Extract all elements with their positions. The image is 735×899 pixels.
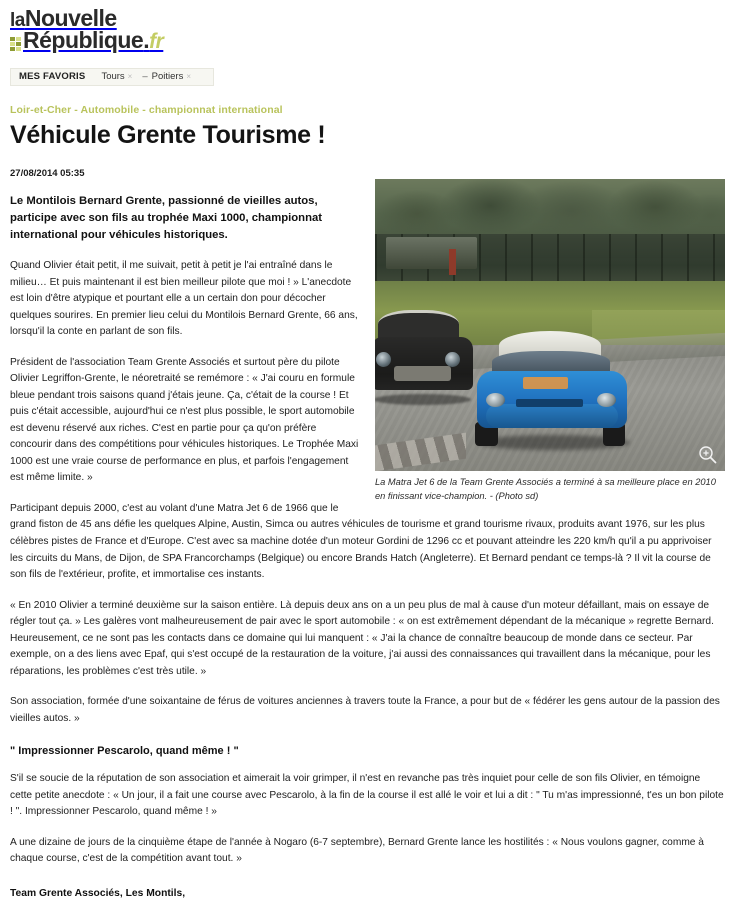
article-subheading: " Impressionner Pescarolo, quand même ! " [10, 745, 239, 758]
logo-article: la [10, 10, 25, 31]
zoom-in-icon[interactable] [698, 445, 717, 464]
article-figure [375, 179, 725, 504]
favorite-city-poitiers[interactable]: Poitiers [151, 71, 184, 83]
article-kicker: Loir-et-Cher - Automobile - championnat international [10, 103, 283, 116]
logo-dot: . [143, 27, 150, 54]
vintage-car-grille [394, 366, 451, 380]
article-paragraph-6: S'il se soucie de la réputation de son association et aimerait la voir grimper, il n'est en revanche pas très inquiet pour celle de son fils Olivier, en témoigne cette petite anecdote : « Un jour, il a fait une course avec Pescarolo, à la fin de la course il est allé le voir et lui a dit : " Tu m'as impressionné, t'es un bon pilote ! ". Impressionner Pescarolo, quand même ! » [10, 773, 724, 818]
logo-word-nouvelle: Nouvelle [24, 5, 117, 31]
checkered-flag-icon [10, 33, 21, 47]
vintage-car-headlight-right [445, 352, 460, 367]
article-lead: Le Montilois Bernard Grente, passionné de vieilles autos, participe avec son fils au trophée Maxi 1000, championnat international pour véhicules historiques. [10, 194, 323, 242]
article-paragraph-2: Président de l'association Team Grente Associés et surtout père du pilote Olivier Legriffon-Grente, le néoretraité se remémore : « J'ai couru en formule bleue pendant trois saisons quand j'étais jeune. Ça, c'était de la course ! Et puis c'était accessible, aujourd'hui ce n'est plus possible, le sport automobile est devenu réservé aux riches. C'est en partie pour ça qu'on préfère concourir dans des compétitions pour véhicules historiques. Le Trophée Maxi 1000 est une vraie course de performance en plus, et parfois l'engagement est même limite. » [10, 356, 359, 484]
article-paragraph-1: Quand Olivier était petit, il me suivait, petit à petit je l'ai entraîné dans le milieu… Et puis maintenant il est bien meilleur pilote que moi ! » L'anecdote est loin d'être atypique et pourtant elle a un certain don pour décocher quelques sourires. En premier lieu celui du Montilois Bernard Grente, 66 ans, lorsqu'il la conte en parlant de son fils. [10, 260, 358, 338]
photo-red-post [449, 249, 457, 275]
matra-race-number [523, 377, 568, 389]
site-logo[interactable] [10, 5, 735, 54]
article-paragraph-7: A une dizaine de jours de la cinquième étape de l'année à Nogaro (6-7 septembre), Bernard Grente lance les hostilités : « Nous voulons gagner, comme à chaque course, c'est de la compétition avant tout. » [10, 836, 704, 865]
favorites-label: MES FAVORIS [19, 71, 86, 83]
photo-vintage-car [375, 310, 473, 401]
favorites-separator: – [142, 71, 148, 83]
vintage-car-headlight-left [376, 352, 391, 367]
logo-tld: fr [149, 30, 164, 54]
publication-date: 27/08/2014 05:35 [10, 167, 85, 179]
matra-nose [486, 404, 618, 428]
matra-headlight-left [486, 393, 506, 407]
site-header [0, 0, 735, 52]
article-paragraph-3: Participant depuis 2000, c'est au volant d'une Matra Jet 6 de 1966 que le grand fiston de 45 ans défie les quelques Alpine, Austin, Simca ou autres véhicules de tourisme et grand tourisme rivaux, produits avant 1976, sur les plus célèbres pistes de France et d'Europe. C'est avec sa machine dotée d'un moteur Gordini de 1296 cc et pouvant atteindre les 220 km/h qu'il a pu apprivoiser les circuits du Mans, de Dijon, de SPA Francorchamps (Belgique) ou encore Brands Hatch (Angleterre). Et Bernard pendant ce temps-là ? Il vit la course de son fils de l'extérieur, profite, et immortalise ces instants. [10, 502, 712, 581]
favorite-city-tours[interactable]: Tours [101, 71, 125, 83]
article-byline: Team Grente Associés, Les Montils, [10, 887, 186, 899]
photo-caption: La Matra Jet 6 de la Team Grente Associés a terminé à sa meilleure place en 2010 en finissant vice-champion. - (Photo sd) [375, 476, 716, 501]
favorites-bar [10, 68, 214, 86]
logo-word-republique: République [23, 27, 144, 54]
article-paragraph-5: Son association, formée d'une soixantaine de férus de voitures anciennes à travers toute la France, a pour but de « fédérer les gens autour de la passion des vieilles autos. » [10, 696, 720, 724]
logo-line-one [10, 5, 735, 31]
page-title: Véhicule Grente Tourisme ! [10, 120, 326, 149]
remove-favorite-poitiers-icon[interactable]: × [186, 72, 191, 82]
matra-air-vent [516, 399, 584, 407]
article-photo[interactable] [375, 179, 725, 471]
logo-line-two [10, 27, 735, 54]
article [0, 104, 735, 899]
photo-matra-jet-6 [477, 331, 628, 442]
article-paragraph-4: « En 2010 Olivier a terminé deuxième sur la saison entière. Là depuis deux ans on a un peu plus de mal à cause d'un moteur défaillant, mais on essaye de régler tout ça. » Les galères vont malheureusement de pair avec le sport automobile : « on est extrêmement dépendant de la mécanique » regrette Bernard. Heureusement, ce ne sont pas les contacts dans ce domaine qui lui manquent : « J'ai la chance de connaître beaucoup de monde dans ce secteur. Par exemple, on a des liens avec Epaf, qui s'est occupé de la restauration de la voiture, j'ai aussi des connaissances qui travaillent dans la mécanique, pour les réparations, les problèmes c'est très utile. » [10, 599, 714, 677]
photo-background-truck [386, 237, 477, 269]
remove-favorite-tours-icon[interactable]: × [127, 72, 133, 82]
